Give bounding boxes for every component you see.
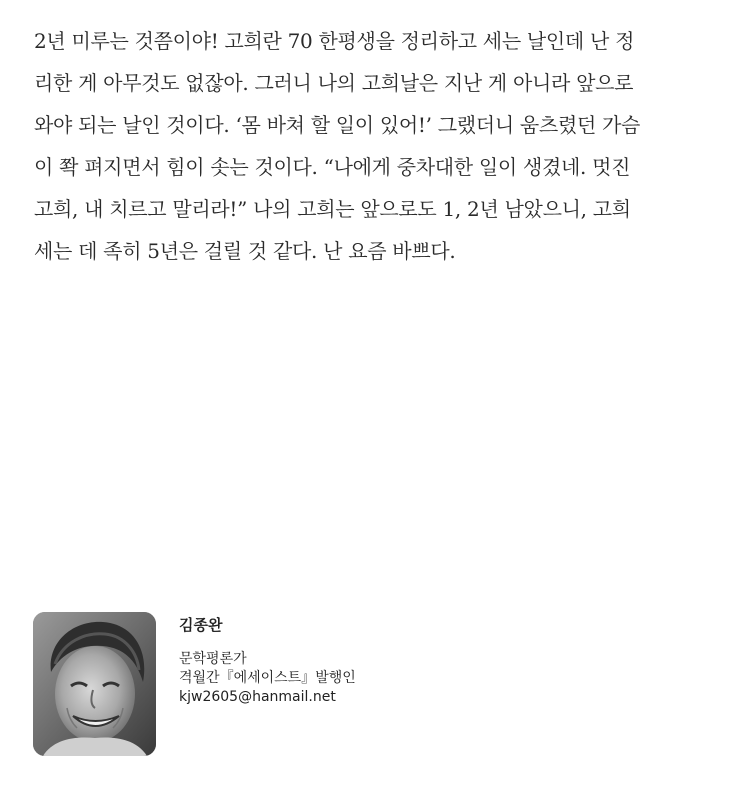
- essay-body: [34, 20, 694, 272]
- essay-line: 2년 미루는 것쯤이야! 고희란 70 한평생을 정리하고 세는 날인데 난 정: [34, 29, 635, 53]
- author-name: 김종완: [179, 616, 223, 634]
- author-email: kjw2605@hanmail.net: [179, 689, 336, 705]
- author-position: 격월간『에세이스트』발행인: [179, 670, 356, 686]
- essay-line: 세는 데 족히 5년은 걸릴 것 같다. 난 요즘 바쁘다.: [34, 239, 456, 263]
- author-role: 문학평론가: [179, 651, 247, 667]
- author-photo: [33, 612, 156, 756]
- essay-line: 이 쫙 펴지면서 힘이 솟는 것이다. “나에게 중차대한 일이 생겼네. 멋진: [34, 155, 631, 179]
- author-card: [33, 612, 453, 758]
- essay-line: 리한 게 아무것도 없잖아. 그러니 나의 고희날은 지난 게 아니라 앞으로: [34, 71, 634, 95]
- essay-line: 와야 되는 날인 것이다. ‘몸 바쳐 할 일이 있어!’ 그랬더니 움츠렸던 가슴: [34, 113, 641, 137]
- essay-line: 고희, 내 치르고 말리라!” 나의 고희는 앞으로도 1, 2년 남았으니, 고희: [34, 197, 631, 221]
- author-info: [179, 614, 356, 707]
